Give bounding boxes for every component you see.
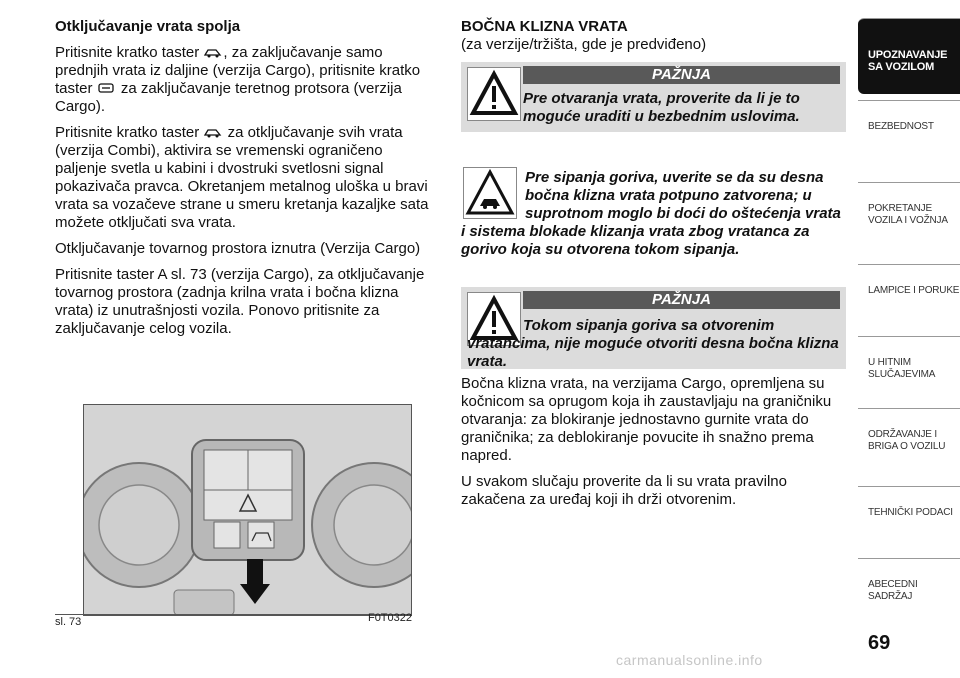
tab-abecedni[interactable]: ABECEDNI SADRŽAJ: [858, 558, 960, 634]
paragraph-sliding-door: Bočna klizna vrata, na verzijama Cargo, opremljena su kočnicom sa oprugom koja ih zaustavljaju na graničniku otvaranja: za blokiranje jednostavno gurnite vrata do graničnika; za deblokiranje povucite ih snažno prema napred.: [461, 375, 832, 464]
dashboard-illustration: [83, 404, 412, 616]
car-key-icon: [203, 126, 223, 138]
tab-pokretanje[interactable]: POKRETANJE VOZILA I VOŽNJA: [858, 182, 960, 258]
text-segment: , za zaključavanje samo prednjih vrata iz daljine (verzija Cargo), pritisnite kratko taster: [55, 44, 421, 97]
fuel-warning-text: Pre sipanja goriva, uverite se da su desna bočna klizna vrata potpuno zatvorena; u suprotnom moglo bi doći do oštećenja vrata i sistema blokade klizanja vrata zbog vratanca za gorivo koja su otvorena tokom sipanja.: [461, 169, 841, 258]
fuel-warning-icon: [463, 167, 517, 219]
tab-tehnicki[interactable]: TEHNIČKI PODACI: [858, 486, 960, 562]
page-number: 69: [868, 632, 891, 654]
tab-hitni[interactable]: U HITNIM SLUČAJEVIMA: [858, 336, 960, 412]
cargo-key-icon: [97, 82, 117, 94]
section-heading: BOČNA KLIZNA VRATA: [461, 18, 628, 35]
tab-lampice[interactable]: LAMPICE I PORUKE: [858, 264, 960, 340]
dashboard-drawing: [84, 405, 411, 615]
fuel-warning: [461, 167, 846, 259]
caption-rule: [55, 614, 412, 615]
warning-title: PAŽNJA: [523, 66, 840, 84]
section-heading: Otključavanje vrata spolja: [55, 18, 241, 35]
watermark: carmanualsonline.info: [616, 652, 763, 668]
tab-odrzavanje[interactable]: ODRŽAVANJE I BRIGA O VOZILU: [858, 408, 960, 484]
paragraph-unlock: [55, 124, 435, 232]
car-key-icon: [203, 46, 223, 58]
paragraph-cargo: Pritisnite taster A sl. 73 (verzija Cargo), za otključavanje tovarnog prostora (zadnja krilna vrata i bočna klizna vrata) iz unutrašnjosti vozila. Ponovo pritisnite za zaključavanje celog vozila.: [55, 266, 425, 337]
warning-text: Tokom sipanja goriva sa otvorenim vratancima, nije moguće otvoriti desna bočna klizna vrata.: [467, 317, 839, 370]
warning-box: [461, 287, 846, 369]
figure-73: [55, 398, 412, 636]
figure-code: F0T0322: [367, 612, 412, 624]
figure-caption: sl. 73: [55, 616, 82, 628]
left-column: [55, 18, 435, 346]
paragraph-cargo-heading: Otključavanje tovarnog prostora iznutra (Verzija Cargo): [55, 240, 421, 257]
tab-upoznavanje[interactable]: UPOZNAVANJE SA VOZILOM: [858, 18, 960, 94]
tab-bezbednost[interactable]: BEZBEDNOST: [858, 100, 960, 176]
warning-text: Pre otvaranja vrata, proverite da li je to moguće uraditi u bezbednim uslovima.: [523, 90, 800, 125]
chapter-tabs: [858, 18, 960, 638]
text-segment: Pritisnite kratko taster: [55, 44, 200, 61]
warning-title: PAŽNJA: [523, 291, 840, 309]
text-segment: za zaključavanje teretnog protsora (verzija Cargo).: [55, 80, 402, 115]
warning-box: [461, 62, 846, 132]
right-column: [461, 18, 846, 517]
paragraph-lock: [55, 44, 435, 116]
text-segment: za otključavanje svih vrata (verzija Combi), aktivira se vremenski ograničeno paljenje svetla u kabini i dvostruki svetlosni signal pokazivača pravca. Okretanjem metalnog uloška u bravi vrata sa vozačeve strane u smeru kretanja kazaljke sata možete otključati sva vrata.: [55, 124, 429, 231]
paragraph-check: U svakom slučaju proverite da li su vrata pravilno zakačena za uređaj koji ih drži otvorenim.: [461, 473, 787, 508]
text-segment: Pritisnite kratko taster: [55, 124, 200, 141]
warning-triangle-icon: [467, 67, 521, 121]
section-subheading: (za verzije/tržišta, gde je predviđeno): [461, 36, 707, 53]
